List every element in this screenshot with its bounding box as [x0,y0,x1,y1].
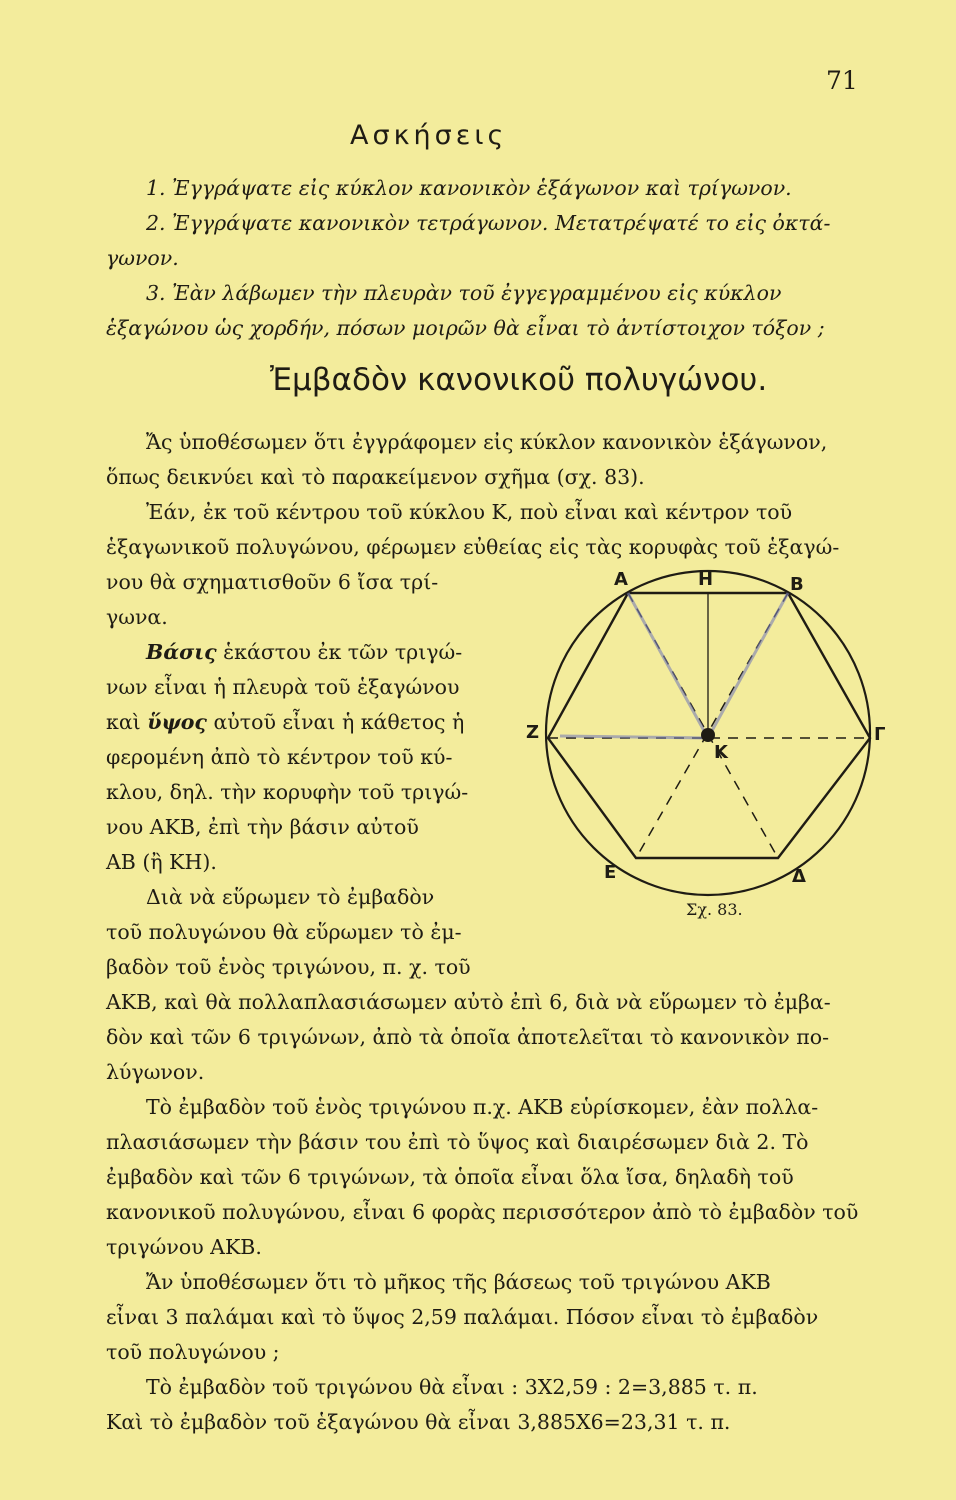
narrow-line-5: κλου, δηλ. τὴν κορυφὴν τοῦ τριγώ- [106,780,469,804]
exercise-2-cont: γωνον. [106,246,179,270]
section-heading: Ἐμβαδὸν κανονικοῦ πολυγώνου. [270,362,768,398]
body-line-7: κανονικοῦ πολυγώνου, εἶναι 6 φορὰς περισσότερον ἀπὸ τὸ ἐμβαδὸν τοῦ [106,1200,859,1224]
body-line-12: Τὸ ἐμβαδὸν τοῦ τριγώνου θὰ εἶναι : 3Χ2,59 : 2=3,885 τ. π. [146,1375,758,1399]
label-g: Γ [874,724,886,745]
narrow-line-9: τοῦ πολυγώνου θὰ εὕρωμεν τὸ ἐμ- [106,920,462,944]
exercise-3-cont: ἑξαγώνου ὡς χορδήν, πόσων μοιρῶν θὰ εἶναι τὸ ἀντίστοιχον τόξον ; [106,316,825,340]
intro-line-1: Ἄς ὑποθέσωμεν ὅτι ἐγγράφομεν εἰς κύκλον κανονικὸν ἑξάγωνον, [146,430,828,454]
body-line-3: λύγωνον. [106,1060,205,1084]
intro-line-4: ἑξαγωνικοῦ πολυγώνου, φέρωμεν εὐθείας εἰς τὰς κορυφὰς τοῦ ἑξαγώ- [106,535,840,559]
narrow-line-2: νων εἶναι ἡ πλευρὰ τοῦ ἑξαγώνου [106,675,460,699]
label-a: Α [614,569,628,590]
body-line-2: δὸν καὶ τῶν 6 τριγώνων, ἀπὸ τὰ ὁποῖα ἀποτελεῖται τὸ κανονικὸν πο- [106,1025,830,1049]
label-e: Ε [604,862,617,883]
hexagon [548,593,870,858]
label-h: Η [698,569,714,590]
exercise-2: 2. Ἐγγράψατε κανονικὸν τετράγωνον. Μετατρέψατέ το εἰς ὀκτά- [146,211,831,235]
narrow-line-3: καὶ ὕψος αὐτοῦ εἶναι ἡ κάθετος ἡ [106,710,465,734]
figure-caption: Σχ. 83. [686,900,743,919]
label-d: Δ [792,866,806,887]
narrow-line-6: νου ΑΚΒ, ἐπὶ τὴν βάσιν αὐτοῦ [106,815,419,839]
height-term: ὕψος [147,710,207,734]
basis-term: Βάσις [146,640,217,664]
body-line-11: τοῦ πολυγώνου ; [106,1340,280,1364]
narrow-line-1: Βάσις ἑκάστου ἐκ τῶν τριγώ- [146,640,463,664]
narrow-line-8: Διὰ νὰ εὕρωμεν τὸ ἐμβαδὸν [146,885,435,909]
label-k: Κ [714,742,728,763]
body-line-6: ἐμβαδὸν καὶ τῶν 6 τριγώνων, τὰ ὁποῖα εἶναι ὅλα ἴσα, δηλαδὴ τοῦ [106,1165,794,1189]
narrow-line-7: ΑΒ (ἢ ΚΗ). [106,850,217,874]
body-line-9: Ἄν ὑποθέσωμεν ὅτι τὸ μῆκος τῆς βάσεως τοῦ τριγώνου ΑΚΒ [146,1270,771,1294]
body-line-8: τριγώνου ΑΚΒ. [106,1235,262,1259]
body-line-4: Τὸ ἐμβαδὸν τοῦ ἑνὸς τριγώνου π.χ. ΑΚΒ εὑρίσκομεν, ἐὰν πολλα- [146,1095,819,1119]
body-line-13: Καὶ τὸ ἐμβαδὸν τοῦ ἑξαγώνου θὰ εἶναι 3,885Χ6=23,31 τ. π. [106,1410,731,1434]
section-title: Ασκήσεις [350,120,508,151]
hexagon-figure [520,560,900,920]
center-point [701,728,715,742]
body-line-10: εἶναι 3 παλάμαι καὶ τὸ ὕψος 2,59 παλάμαι. Πόσον εἶναι τὸ ἐμβαδὸν [106,1305,819,1329]
narrow-line-4: φερομένη ἀπὸ τὸ κέντρον τοῦ κύ- [106,745,453,769]
exercise-3: 3. Ἐὰν λάβωμεν τὴν πλευρὰν τοῦ ἐγγεγραμμένου εἰς κύκλον [146,281,782,305]
pencil-marks [560,593,788,738]
narrow-line-10: βαδὸν τοῦ ἑνὸς τριγώνου, π. χ. τοῦ [106,955,471,979]
intro-line-3: Ἐάν, ἐκ τοῦ κέντρου τοῦ κύκλου Κ, ποὺ εἶναι καὶ κέντρον τοῦ [146,500,793,524]
exercise-1: 1. Ἐγγράψατε εἰς κύκλον κανονικὸν ἑξάγωνον καὶ τρίγωνον. [146,176,792,200]
body-line-1: ΑΚΒ, καὶ θὰ πολλαπλασιάσωμεν αὐτὸ ἐπὶ 6, διὰ νὰ εὕρωμεν τὸ ἐμβα- [106,990,831,1014]
intro-line-5: νου θὰ σχηματισθοῦν 6 ἴσα τρί- [106,570,439,594]
label-z: Ζ [526,722,540,743]
intro-line-2: ὅπως δεικνύει καὶ τὸ παρακείμενον σχῆμα (σχ. 83). [106,465,645,489]
label-b: Β [790,574,804,595]
body-line-5: πλασιάσωμεν τὴν βάσιν του ἐπὶ τὸ ὕψος καὶ διαιρέσωμεν διὰ 2. Τὸ [106,1130,809,1154]
page-number: 71 [826,66,858,95]
intro-line-6: γωνα. [106,605,168,629]
